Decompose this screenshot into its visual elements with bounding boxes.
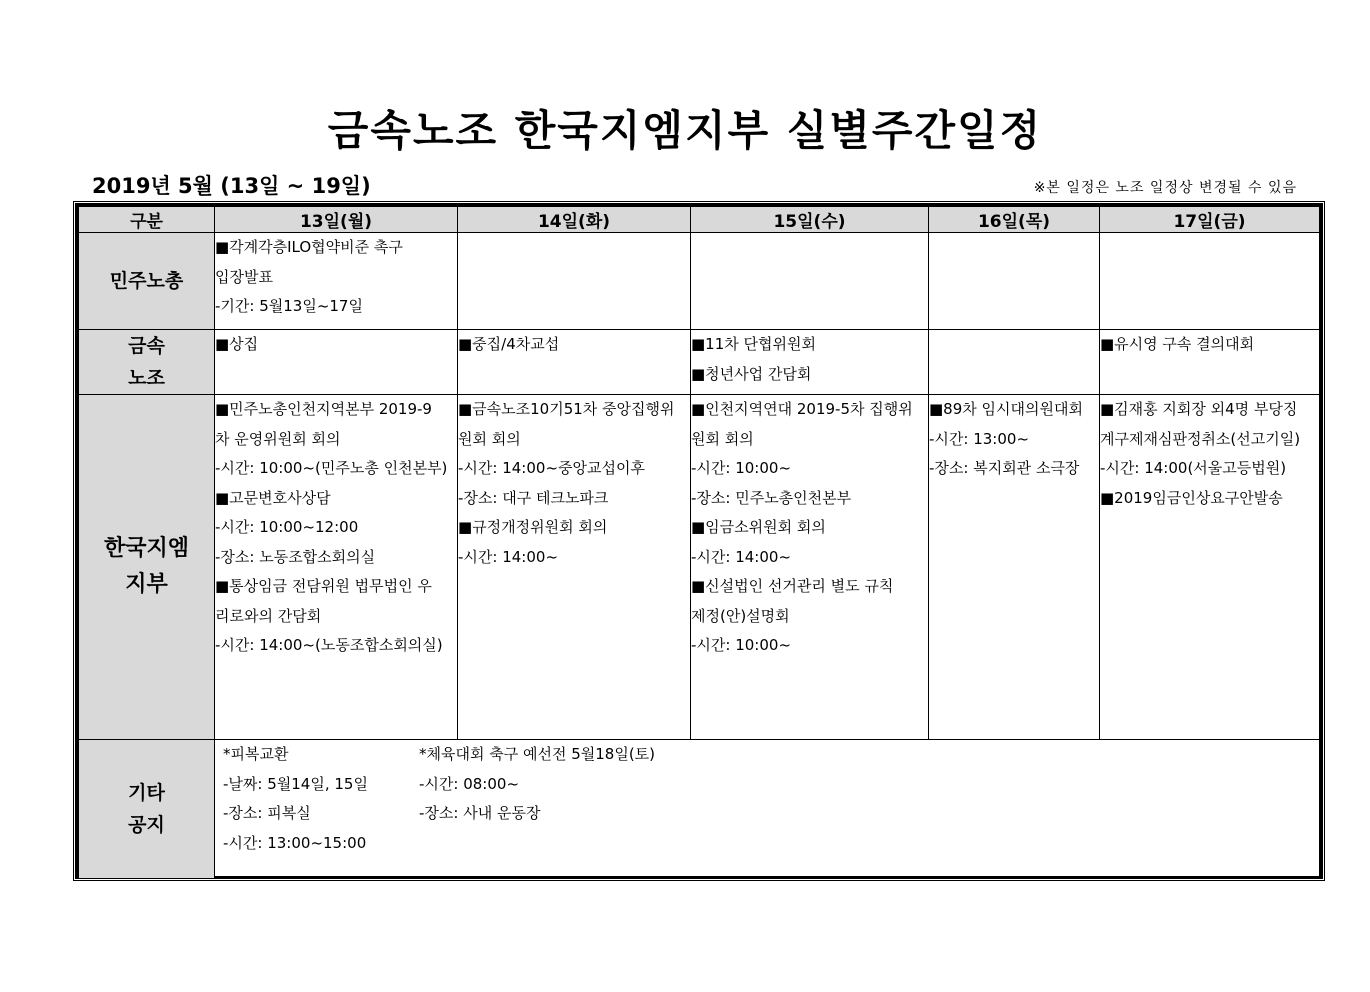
schedule-item: ■통상임금 전담위원 법무법인 우 xyxy=(215,577,432,595)
schedule-list xyxy=(215,233,457,322)
schedule-cell xyxy=(929,395,1100,740)
schedule-list xyxy=(458,330,690,360)
notice-sports-day xyxy=(419,740,655,829)
schedule-item: -시간: 10:00~(민주노총 인천본부) xyxy=(215,459,448,477)
schedule-item: ■고문변호사상담 xyxy=(215,488,331,507)
schedule-item: ■규정개정위원회 회의 xyxy=(458,518,608,536)
schedule-item: 입장발표 xyxy=(215,267,273,286)
header-day-tue: 14일(화) xyxy=(458,207,691,233)
schedule-item: 원회 회의 xyxy=(458,429,521,448)
schedule-item: ■임금소위원회 회의 xyxy=(691,518,826,536)
schedule-cell xyxy=(691,395,929,740)
header-day-mon: 13일(월) xyxy=(215,207,458,233)
schedule-item: ■유시영 구속 결의대회 xyxy=(1100,335,1255,353)
schedule-item: -시간: 14:00~ xyxy=(458,547,559,566)
row-label xyxy=(79,740,215,879)
schedule-item: 원회 회의 xyxy=(691,429,754,448)
schedule-item: ■상집 xyxy=(215,335,259,353)
row-other-notices xyxy=(79,740,1320,879)
schedule-item: ■민주노총인천지역본부 2019-9 xyxy=(215,400,432,418)
schedule-item: ■중집/4차교섭 xyxy=(458,335,560,353)
schedule-item: -시간: 13:00~ xyxy=(929,429,1030,448)
row-label xyxy=(79,330,215,395)
schedule-cell xyxy=(1100,395,1320,740)
row-kmwu xyxy=(79,330,1320,395)
schedule-item: -시간: 14:00~ xyxy=(691,547,792,566)
schedule-list xyxy=(458,395,690,572)
row-label-line: 금속 xyxy=(128,335,165,357)
schedule-item: -시간: 10:00~ xyxy=(691,459,792,477)
row-label-line: 민주노총 xyxy=(109,270,184,292)
row-label-line: 한국지엠 xyxy=(103,536,189,561)
schedule-item: ■신설법인 선거관리 별도 규칙 xyxy=(691,577,894,595)
schedule-item: -시간: 10:00~ xyxy=(691,636,792,654)
schedule-cell xyxy=(215,330,458,395)
notice-line: -시간: 13:00~15:00 xyxy=(223,833,367,852)
row-gm-korea-branch xyxy=(79,395,1320,740)
schedule-item: -장소: 민주노총인천본부 xyxy=(691,488,852,507)
other-notices-cell xyxy=(215,740,1320,879)
schedule-cell xyxy=(215,233,458,330)
row-label-line: 노조 xyxy=(128,367,165,389)
schedule-item: ■각계각층ILO협약비준 촉구 xyxy=(215,238,403,256)
notice-line: *체육대회 축구 예선전 5월18일(토) xyxy=(419,745,656,763)
row-label-line: 공지 xyxy=(128,814,165,836)
date-range: 2019년 5월 (13일 ~ 19일) xyxy=(92,174,371,198)
schedule-cell xyxy=(458,233,691,330)
notice-line: -날짜: 5월14일, 15일 xyxy=(223,774,368,793)
header-day-thu: 16일(목) xyxy=(929,207,1100,233)
schedule-cell xyxy=(929,330,1100,395)
schedule-list xyxy=(215,395,457,661)
row-label-line: 기타 xyxy=(128,782,165,804)
schedule-item: 제정(안)설명회 xyxy=(691,606,790,625)
schedule-item: -시간: 14:00(서울고등법원) xyxy=(1100,459,1287,477)
notice-uniform-exchange xyxy=(223,740,368,858)
schedule-item: ■청년사업 간담회 xyxy=(691,364,812,383)
schedule-list xyxy=(215,330,457,360)
schedule-item: -시간: 14:00~중앙교섭이후 xyxy=(458,459,645,477)
schedule-cell xyxy=(691,233,929,330)
schedule-cell xyxy=(929,233,1100,330)
row-kctu xyxy=(79,233,1320,330)
schedule-cell xyxy=(1100,233,1320,330)
header-row xyxy=(79,207,1320,233)
schedule-item: 계구제재심판정취소(선고기일) xyxy=(1100,429,1301,448)
notice-line: -장소: 피복실 xyxy=(223,804,311,822)
row-label-line: 지부 xyxy=(125,572,168,597)
schedule-cell xyxy=(1100,330,1320,395)
schedule-item: -장소: 노동조합소회의실 xyxy=(215,547,376,566)
schedule-item: 차 운영위원회 회의 xyxy=(215,429,341,448)
page-title: 금속노조 한국지엠지부 실별주간일정 xyxy=(327,106,1043,155)
schedule-list xyxy=(1100,330,1319,360)
header-day-wed: 15일(수) xyxy=(691,207,929,233)
schedule-cell xyxy=(691,330,929,395)
schedule-item: ■2019임금인상요구안발송 xyxy=(1100,488,1283,507)
notice-line: *피복교환 xyxy=(223,745,289,763)
schedule-table-frame xyxy=(75,203,1323,879)
schedule-cell xyxy=(458,395,691,740)
schedule-item: ■금속노조10기51차 중앙집행위 xyxy=(458,400,675,418)
header-day-fri: 17일(금) xyxy=(1100,207,1320,233)
schedule-item: ■김재홍 지회장 외4명 부당징 xyxy=(1100,400,1298,418)
schedule-cell xyxy=(458,330,691,395)
schedule-item: -장소: 복지회관 소극장 xyxy=(929,459,1080,477)
schedule-notice: ※본 일정은 노조 일정상 변경될 수 있음 xyxy=(1033,180,1297,196)
schedule-item: 리로와의 간담회 xyxy=(215,606,322,625)
schedule-item: ■11차 단협위원회 xyxy=(691,335,816,353)
weekly-schedule-table xyxy=(78,206,1320,879)
schedule-list xyxy=(929,395,1099,484)
other-notices xyxy=(215,740,1319,878)
schedule-cell xyxy=(215,395,458,740)
schedule-item: ■인천지역연대 2019-5차 집행위 xyxy=(691,400,913,418)
schedule-item: -장소: 대구 테크노파크 xyxy=(458,488,609,507)
schedule-item: ■89차 임시대의원대회 xyxy=(929,400,1083,418)
schedule-list xyxy=(691,330,928,389)
row-label xyxy=(79,233,215,330)
notice-line: -시간: 08:00~ xyxy=(419,774,520,793)
row-label xyxy=(79,395,215,740)
schedule-list xyxy=(691,395,928,661)
schedule-item: -시간: 14:00~(노동조합소회의실) xyxy=(215,636,443,654)
schedule-list xyxy=(1100,395,1319,513)
schedule-item: -기간: 5월13일~17일 xyxy=(215,297,363,315)
header-category: 구분 xyxy=(79,207,215,233)
schedule-item: -시간: 10:00~12:00 xyxy=(215,518,359,536)
notice-line: -장소: 사내 운동장 xyxy=(419,804,541,822)
